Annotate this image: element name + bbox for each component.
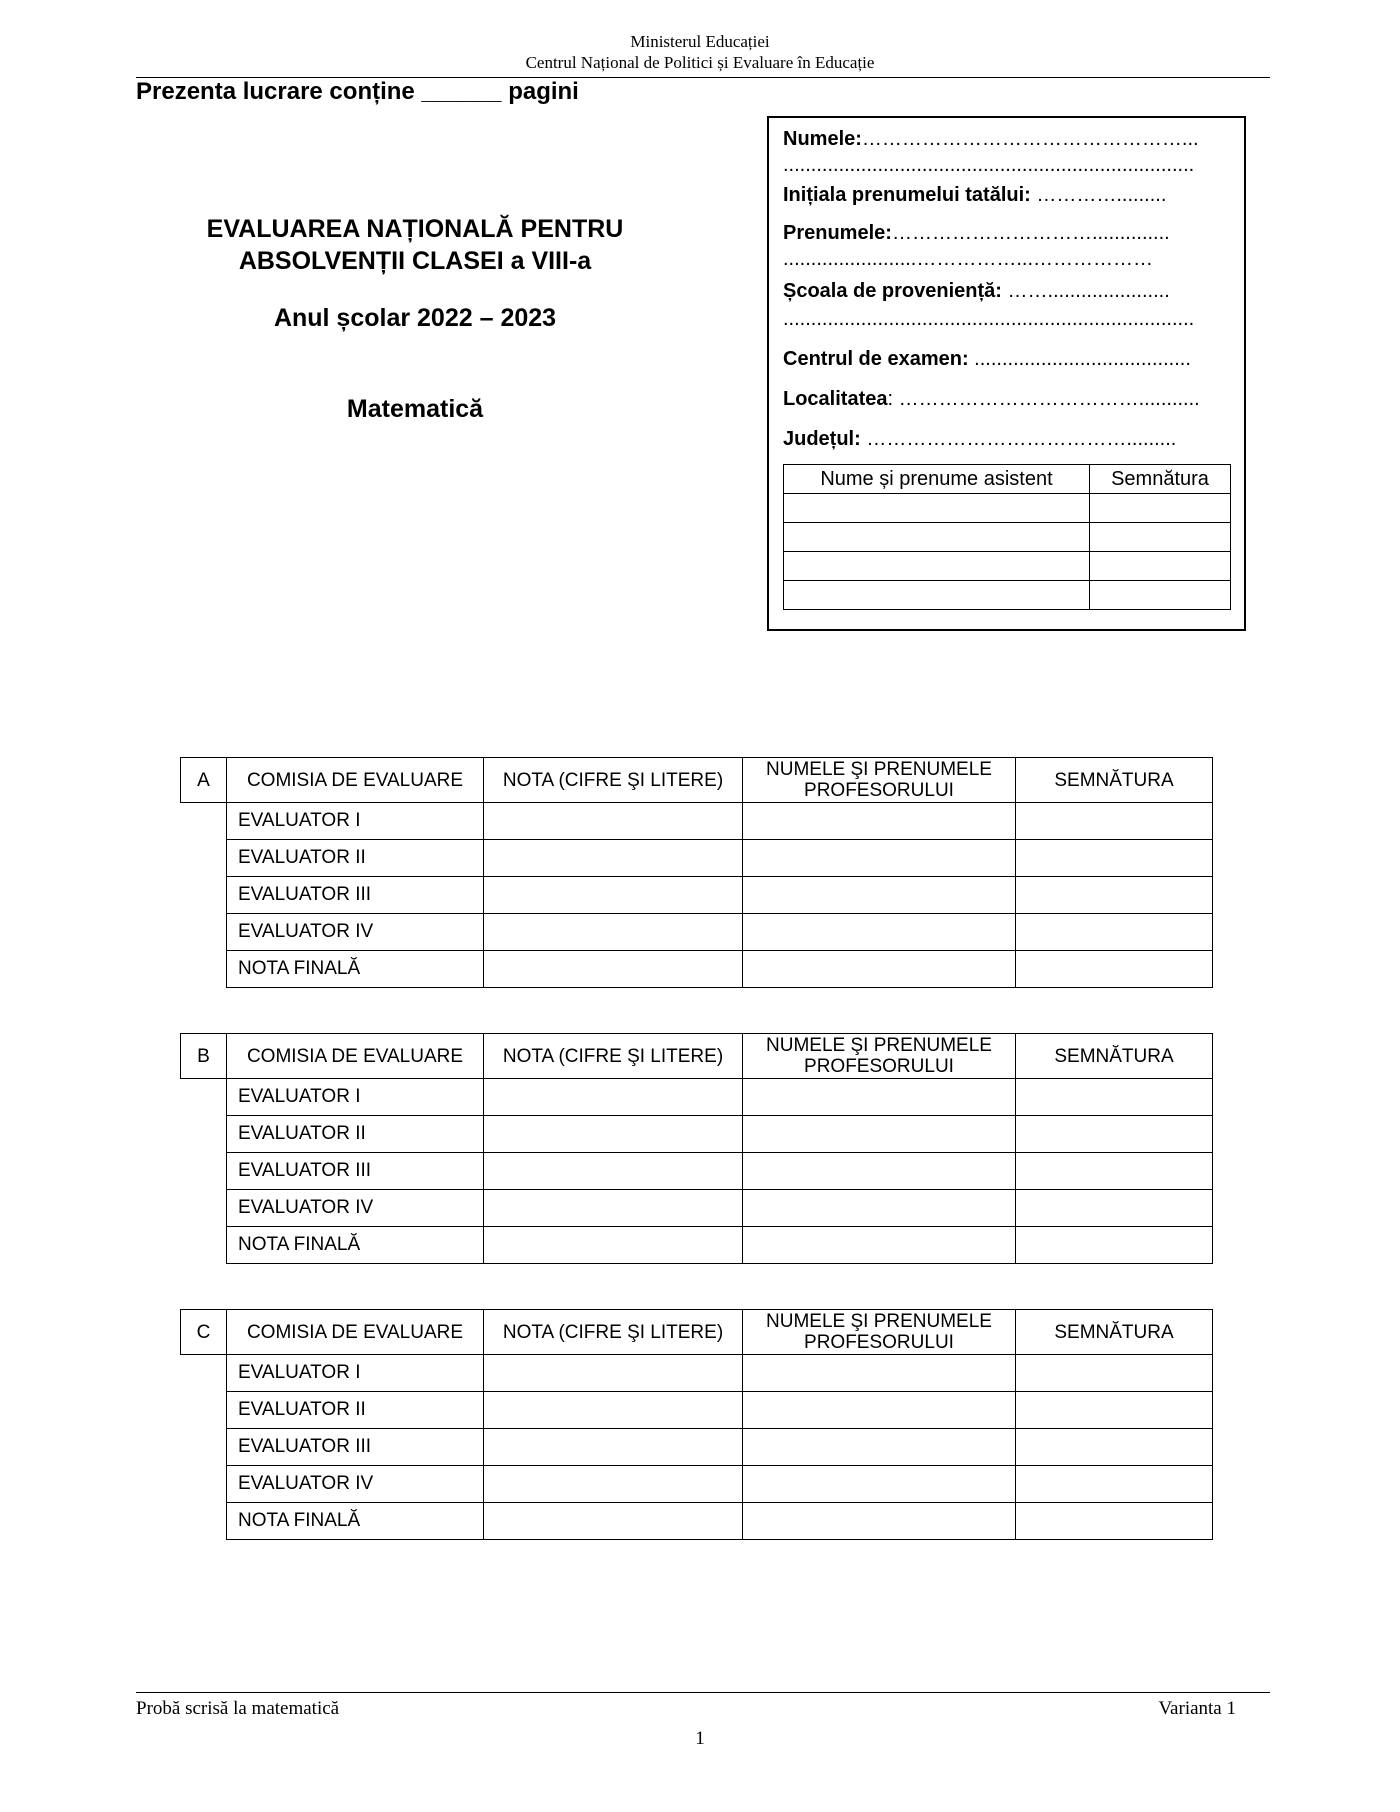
committee-header: COMISIA DE EVALUARE [227, 1310, 484, 1355]
pages-note: Prezenta lucrare conține ______ pagini [136, 78, 579, 105]
grade-cell[interactable] [484, 1429, 743, 1466]
signature-cell[interactable] [1016, 914, 1213, 951]
grade-cell[interactable] [484, 1190, 743, 1227]
father-initial-field[interactable]: Inițiala prenumelui tatălui: …………......... [783, 184, 1167, 206]
evaluator-label: EVALUATOR III [227, 1429, 484, 1466]
grade-cell[interactable] [484, 1153, 743, 1190]
first-name-field-continuation[interactable]: ........................……………...……………… [783, 248, 1154, 270]
teacher-cell[interactable] [743, 877, 1016, 914]
school-field[interactable]: Școala de proveniență: ……...................... [783, 280, 1170, 302]
assistant-name-cell[interactable] [784, 581, 1090, 610]
grade-header: NOTA (CIFRE ŞI LITERE) [484, 1034, 743, 1079]
grade-cell[interactable] [484, 914, 743, 951]
assistant-signature-header: Semnătura [1090, 465, 1231, 494]
grade-cell[interactable] [484, 803, 743, 840]
teacher-cell[interactable] [743, 840, 1016, 877]
exam-title-line2: ABSOLVENȚII CLASEI a VIII-a [238, 247, 592, 275]
assistant-name-cell[interactable] [784, 494, 1090, 523]
signature-cell[interactable] [1016, 1227, 1213, 1264]
assistant-signature-cell[interactable] [1090, 494, 1231, 523]
teacher-cell[interactable] [743, 1227, 1016, 1264]
grade-cell[interactable] [484, 1466, 743, 1503]
evaluation-table-a [180, 757, 1213, 988]
signature-header: SEMNĂTURA [1016, 758, 1213, 803]
evaluator-label: EVALUATOR I [227, 1355, 484, 1392]
footer-rule [136, 1692, 1270, 1693]
grade-cell[interactable] [484, 1116, 743, 1153]
signature-cell[interactable] [1016, 1079, 1213, 1116]
name-field[interactable]: Numele:…………………………………………... [783, 128, 1199, 150]
evaluator-label: EVALUATOR III [227, 877, 484, 914]
evaluation-table-b [180, 1033, 1213, 1264]
teacher-cell[interactable] [743, 1153, 1016, 1190]
teacher-cell[interactable] [743, 1503, 1016, 1540]
signature-cell[interactable] [1016, 1466, 1213, 1503]
assistant-name-cell[interactable] [784, 523, 1090, 552]
grade-header: NOTA (CIFRE ŞI LITERE) [484, 758, 743, 803]
candidate-id-box [767, 116, 1246, 631]
final-grade-label: NOTA FINALĂ [227, 1227, 484, 1264]
exam-title-line1: EVALUAREA NAȚIONALĂ PENTRU [206, 215, 624, 243]
grade-cell[interactable] [484, 1355, 743, 1392]
final-grade-label: NOTA FINALĂ [227, 951, 484, 988]
assistant-signature-cell[interactable] [1090, 523, 1231, 552]
signature-cell[interactable] [1016, 951, 1213, 988]
evaluator-label: EVALUATOR III [227, 1153, 484, 1190]
grade-cell[interactable] [484, 840, 743, 877]
evaluator-label: EVALUATOR IV [227, 914, 484, 951]
page-number: 1 [695, 1728, 705, 1749]
footer-exam-name: Probă scrisă la matematică [136, 1698, 340, 1719]
evaluator-label: EVALUATOR IV [227, 1190, 484, 1227]
teacher-name-header: NUMELE ŞI PRENUMELE PROFESORULUI [743, 758, 1016, 803]
signature-cell[interactable] [1016, 1190, 1213, 1227]
grade-cell[interactable] [484, 1079, 743, 1116]
signature-header: SEMNĂTURA [1016, 1034, 1213, 1079]
assistant-signature-cell[interactable] [1090, 581, 1231, 610]
teacher-cell[interactable] [743, 951, 1016, 988]
grade-header: NOTA (CIFRE ŞI LITERE) [484, 1310, 743, 1355]
signature-header: SEMNĂTURA [1016, 1310, 1213, 1355]
teacher-cell[interactable] [743, 803, 1016, 840]
evaluator-label: EVALUATOR II [227, 1392, 484, 1429]
committee-header: COMISIA DE EVALUARE [227, 758, 484, 803]
exam-center-field[interactable]: Centrul de examen: ....................................... [783, 348, 1191, 370]
signature-cell[interactable] [1016, 877, 1213, 914]
signature-cell[interactable] [1016, 1153, 1213, 1190]
teacher-cell[interactable] [743, 1190, 1016, 1227]
evaluator-label: EVALUATOR I [227, 1079, 484, 1116]
footer-variant: Varianta 1 [1158, 1698, 1236, 1719]
assistant-table [783, 464, 1231, 610]
grade-cell[interactable] [484, 1227, 743, 1264]
grade-cell[interactable] [484, 1503, 743, 1540]
teacher-cell[interactable] [743, 1079, 1016, 1116]
signature-cell[interactable] [1016, 1392, 1213, 1429]
ministry-name: Ministerul Educației [630, 32, 770, 51]
teacher-name-header: NUMELE ŞI PRENUMELE PROFESORULUI [743, 1034, 1016, 1079]
assistant-name-cell[interactable] [784, 552, 1090, 581]
county-field[interactable]: Județul: …………………………………......... [783, 428, 1177, 450]
section-letter: B [181, 1034, 227, 1079]
grade-cell[interactable] [484, 1392, 743, 1429]
signature-cell[interactable] [1016, 1116, 1213, 1153]
teacher-cell[interactable] [743, 914, 1016, 951]
teacher-cell[interactable] [743, 1392, 1016, 1429]
signature-cell[interactable] [1016, 1503, 1213, 1540]
signature-cell[interactable] [1016, 1355, 1213, 1392]
signature-cell[interactable] [1016, 840, 1213, 877]
evaluation-table-c [180, 1309, 1213, 1540]
name-field-continuation[interactable]: .......................................................................... [783, 154, 1195, 176]
grade-cell[interactable] [484, 951, 743, 988]
section-letter: C [181, 1310, 227, 1355]
school-year: Anul școlar 2022 – 2023 [273, 304, 557, 332]
locality-field[interactable]: Localitatea: ………………………………........... [783, 388, 1200, 410]
teacher-cell[interactable] [743, 1466, 1016, 1503]
grade-cell[interactable] [484, 877, 743, 914]
committee-header: COMISIA DE EVALUARE [227, 1034, 484, 1079]
signature-cell[interactable] [1016, 1429, 1213, 1466]
assistant-name-header: Nume și prenume asistent [784, 465, 1090, 494]
evaluator-label: EVALUATOR I [227, 803, 484, 840]
evaluator-label: EVALUATOR IV [227, 1466, 484, 1503]
school-field-continuation[interactable]: .......................................................................... [783, 308, 1195, 330]
assistant-signature-cell[interactable] [1090, 552, 1231, 581]
teacher-cell[interactable] [743, 1429, 1016, 1466]
first-name-field[interactable]: Prenumele:………………………….............. [783, 222, 1170, 244]
final-grade-label: NOTA FINALĂ [227, 1503, 484, 1540]
evaluator-label: EVALUATOR II [227, 840, 484, 877]
teacher-name-header: NUMELE ŞI PRENUMELE PROFESORULUI [743, 1310, 1016, 1355]
section-letter: A [181, 758, 227, 803]
subject-title: Matematică [346, 395, 484, 423]
teacher-cell[interactable] [743, 1355, 1016, 1392]
signature-cell[interactable] [1016, 803, 1213, 840]
teacher-cell[interactable] [743, 1116, 1016, 1153]
center-name: Centrul Național de Politici și Evaluare în Educație [525, 53, 875, 72]
evaluator-label: EVALUATOR II [227, 1116, 484, 1153]
